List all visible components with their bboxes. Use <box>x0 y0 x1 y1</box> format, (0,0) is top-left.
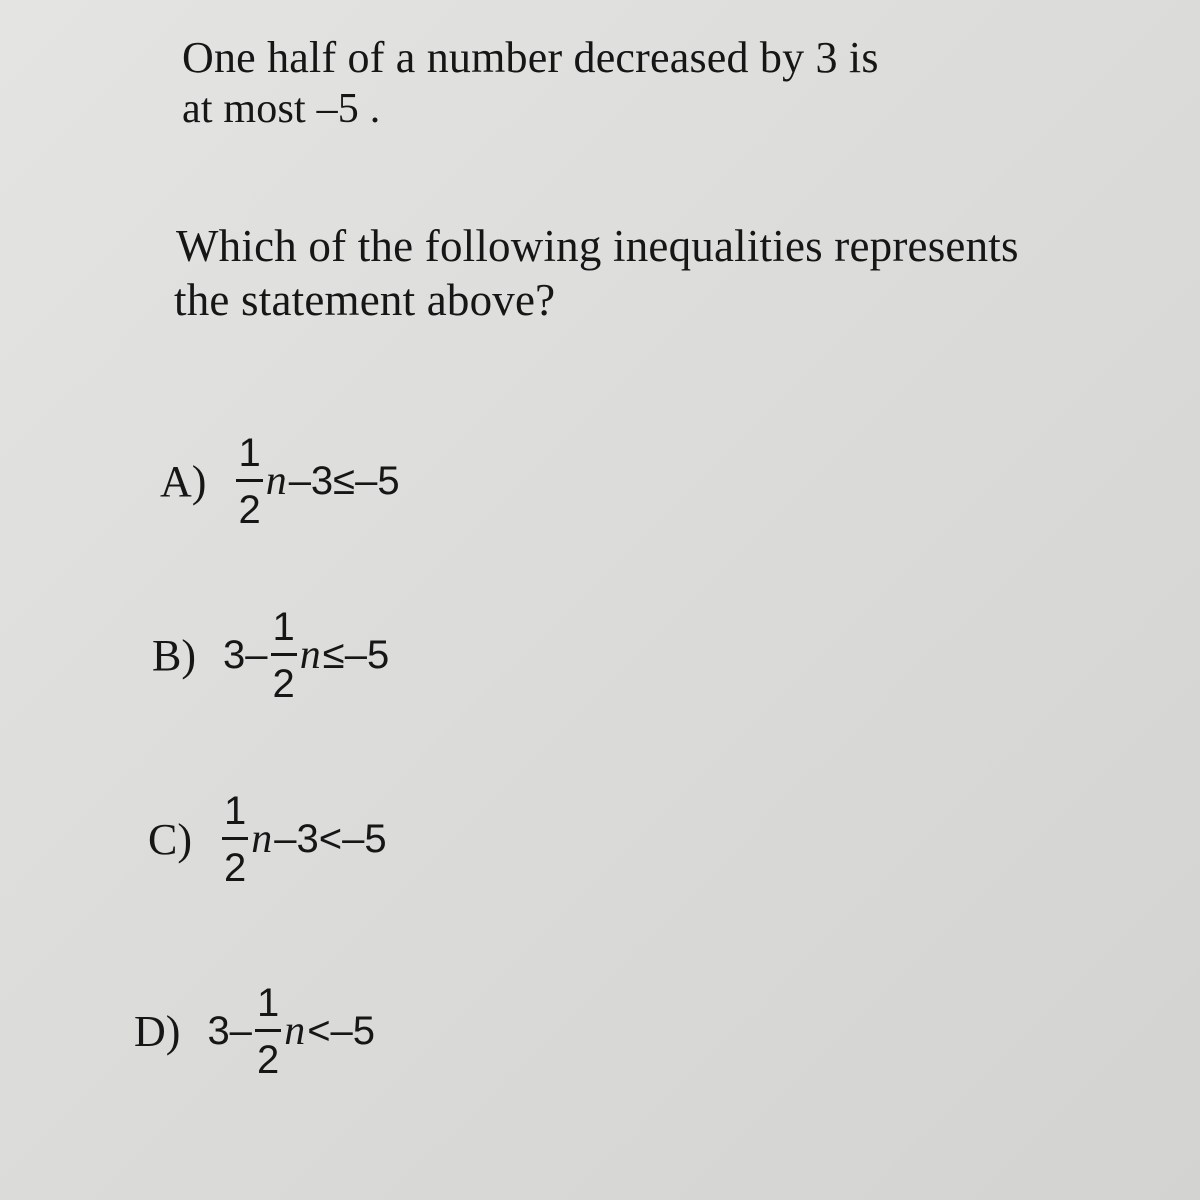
variable: n <box>265 458 287 504</box>
expression-prefix: 3– <box>207 1008 252 1053</box>
fraction-bar <box>255 1029 281 1032</box>
expression-suffix: ≤–5 <box>322 632 390 677</box>
fraction-numerator: 1 <box>238 430 261 475</box>
choice-expression <box>232 430 400 532</box>
fraction-bar <box>236 479 262 482</box>
fraction-numerator: 1 <box>256 980 280 1025</box>
statement-line-2: at most –5 . <box>182 86 381 132</box>
choice-a[interactable] <box>160 426 401 536</box>
fraction-bar <box>271 653 297 656</box>
choice-expression <box>206 980 376 1082</box>
fraction <box>236 430 262 532</box>
expression-suffix: <–5 <box>307 1008 376 1053</box>
fraction-denominator: 2 <box>256 1037 280 1082</box>
prompt-line-1: Which of the following inequalities represents <box>176 221 1019 271</box>
fraction <box>255 980 281 1082</box>
choice-c[interactable] <box>148 784 388 894</box>
expression-suffix: –3<–5 <box>274 816 387 861</box>
choice-letter: D) <box>134 1006 181 1056</box>
choice-letter: A) <box>160 456 207 506</box>
prompt-line-2: the statement above? <box>174 275 556 325</box>
choice-letter: C) <box>148 814 192 864</box>
choice-d[interactable] <box>134 976 376 1086</box>
statement-line-1: One half of a number decreased by 3 is <box>182 33 879 82</box>
fraction-bar <box>222 837 248 840</box>
fraction-denominator: 2 <box>224 845 247 890</box>
choice-letter: B) <box>152 630 196 680</box>
expression-suffix: –3≤–5 <box>288 458 400 503</box>
expression-prefix: 3– <box>223 632 268 677</box>
choice-b[interactable] <box>152 600 390 710</box>
fraction-denominator: 2 <box>238 487 261 532</box>
variable: n <box>251 816 273 862</box>
fraction <box>222 788 248 890</box>
fraction <box>271 604 297 706</box>
variable: n <box>284 1008 306 1054</box>
fraction-denominator: 2 <box>272 661 295 706</box>
choice-expression <box>218 788 388 890</box>
fraction-numerator: 1 <box>272 604 295 649</box>
choice-expression <box>222 604 390 706</box>
fraction-numerator: 1 <box>224 788 247 833</box>
variable: n <box>299 632 321 678</box>
